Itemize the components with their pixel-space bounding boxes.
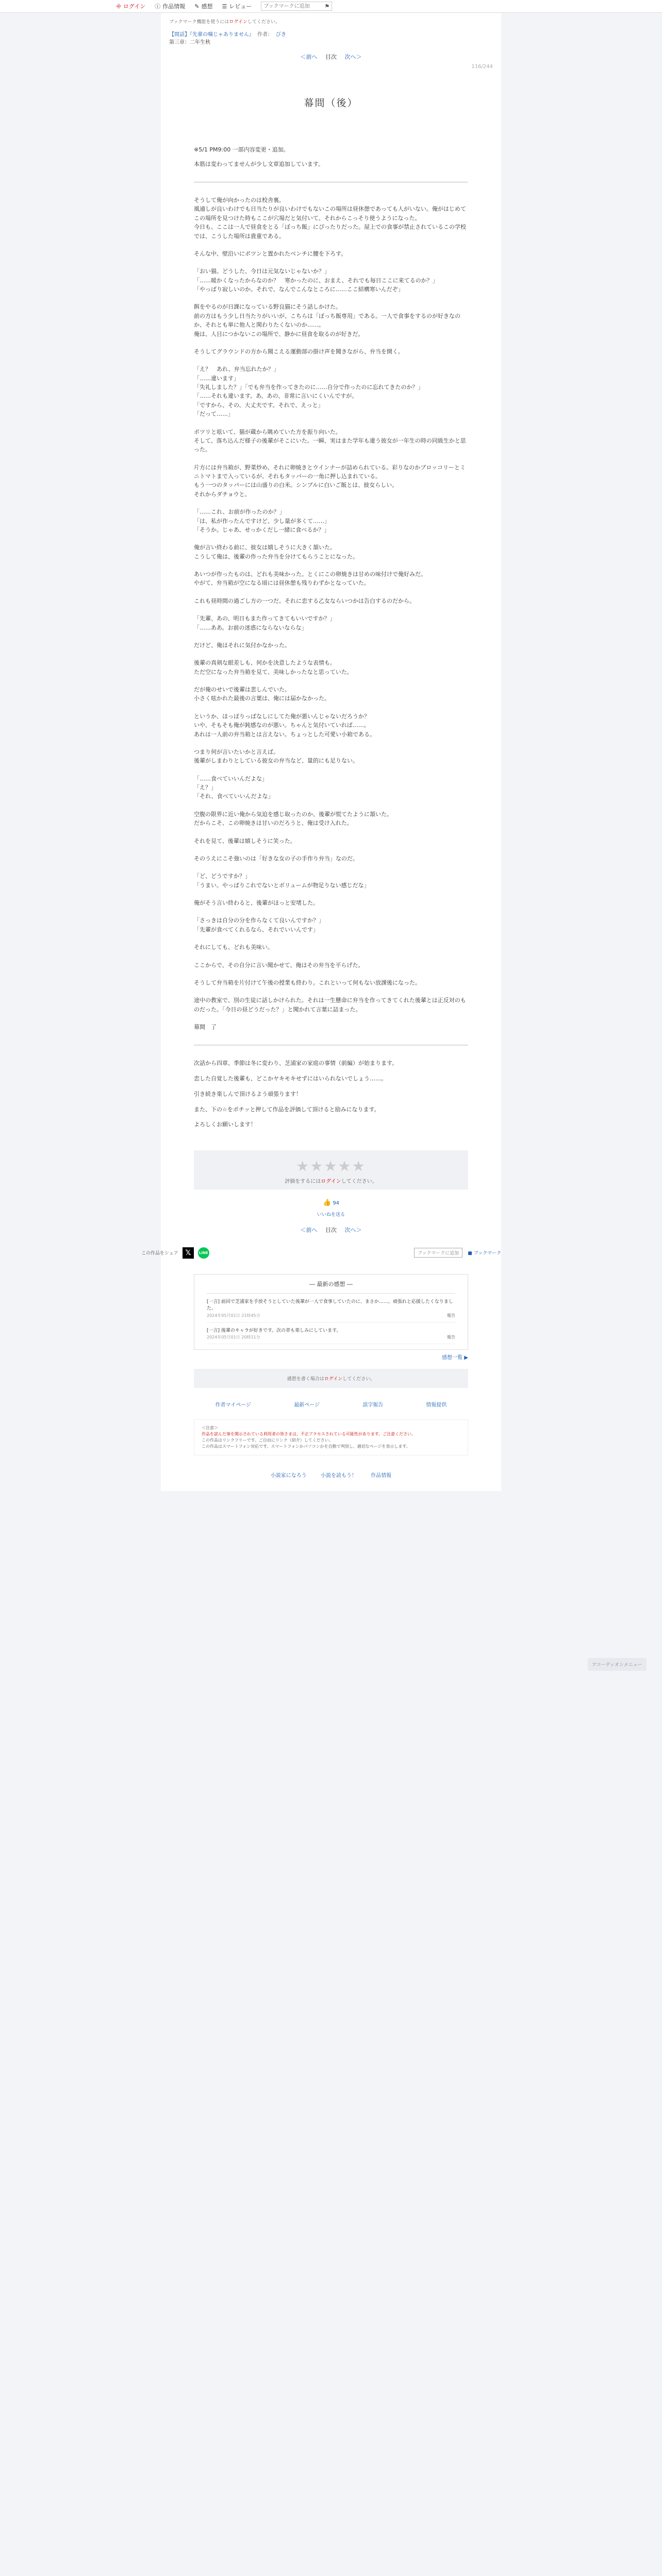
author-label: 作者： xyxy=(257,32,273,38)
body-line: こうして俺は、後輩の作った弁当を分けてもらうことになった。 xyxy=(194,553,358,560)
body-line xyxy=(194,1014,468,1023)
impressions-link[interactable] xyxy=(194,2,212,10)
share-row xyxy=(141,1237,501,1259)
thumbs-up-icon: 👍 xyxy=(322,1198,332,1207)
body-line: 「ですから、その、大丈夫です。それで、えっと」 xyxy=(194,401,324,409)
body-line xyxy=(194,952,468,961)
body-line: そんな中、壁沿いにポツンと置かれたベンチに腰を下ろす。 xyxy=(194,250,347,257)
info-icon: ⓘ xyxy=(155,3,161,10)
works-label: 作品情報 xyxy=(162,3,186,10)
bookmark-add-box[interactable] xyxy=(261,2,332,11)
bookmark-notice-prefix: ブックマーク機能を使うには xyxy=(169,20,229,25)
chapter-title: 幕間（後） xyxy=(304,97,358,109)
body-line: 「そうか。じゃあ、せっかくだし一緒に食べるか？」 xyxy=(194,526,330,533)
good-count: 94 xyxy=(333,1200,340,1206)
good-send-link[interactable]: いいねを送る xyxy=(317,1212,345,1217)
impression-suffix: してください。 xyxy=(342,1377,375,1382)
body-line: 「ど、どうですか？」 xyxy=(194,873,251,880)
body-line xyxy=(194,258,468,267)
next-page-link[interactable]: 次へ＞ xyxy=(344,54,362,60)
body-line: 「やっぱり寂しいのか。それで、なんでこんなところに……ここ結構寒いんだぞ」 xyxy=(194,286,404,293)
notice-line-2: この作品はスマートフォン対応です。スマートフォンかパソコンかを自動で判別し、適切なページを表示します。 xyxy=(202,1444,410,1449)
impression-login-link[interactable]: ログイン xyxy=(324,1377,343,1382)
body-line: だけど、俺はそれに気付かなかった。 xyxy=(194,641,290,649)
body-line: 「え？ あれ、弁当忘れたか？」 xyxy=(194,366,279,373)
prev-page-link[interactable]: ＜前へ xyxy=(300,54,318,60)
share-bookmark xyxy=(414,1248,501,1258)
body-line xyxy=(194,676,468,685)
reviews-box xyxy=(194,1274,468,1350)
review-text: [一言] 後輩のキャラが好きです。次の章も楽しみにしています。 xyxy=(207,1328,341,1333)
login-icon: ⎆ xyxy=(117,3,121,9)
review-icon: ☰ xyxy=(222,3,227,10)
body-line: やがて、弁当箱が空になる頃には昼休憩も残りわずかとなっていた。 xyxy=(194,580,370,587)
body-line: というか、ほっぽりっぱなしにしてた俺が悪いんじゃないだろうか？ xyxy=(194,713,370,720)
body-line: 「……これ、お前が作ったのか？」 xyxy=(194,509,285,516)
body-line: 餌をやるのが日課になっている野良猫にそう話しかけた。 xyxy=(194,303,341,311)
body-line: 「……食べていいんだよな」 xyxy=(194,775,268,782)
notice-title: ＜注意＞ xyxy=(202,1426,218,1431)
body-line: つまり何が言いたいかと言えば。 xyxy=(194,748,279,755)
body-line xyxy=(194,605,468,614)
body-line: 「失礼しました？」「でも弁当を作ってきたのに……自分で作ったのに忘れてきたのか？」 xyxy=(194,384,424,391)
afterword-line: 恋した自覚した後輩も、どこかヤキモキせずにはいられないでしょう……。 xyxy=(194,1075,387,1082)
body-line: そして、落ち込んだ様子の後輩がそこにいた。一瞬、実はまた学年も違う彼女が一年生の時の同級生かと思った。 xyxy=(194,437,466,453)
bookmark-notice-login-link[interactable]: ログイン xyxy=(229,20,247,25)
body-line xyxy=(194,828,468,837)
rating-login-link[interactable]: ログイン xyxy=(321,1178,341,1184)
body-line xyxy=(194,588,468,597)
body-line: それにしても、どれも美味い。 xyxy=(194,944,273,951)
review-link[interactable] xyxy=(222,2,252,10)
rating-note xyxy=(194,1177,468,1184)
body-line xyxy=(194,294,468,302)
impression-box xyxy=(194,1369,468,1388)
body-line: ただ空になった弁当箱を見て、美味しかったなと思っていた。 xyxy=(194,668,353,675)
works-link[interactable] xyxy=(155,2,185,10)
body-line xyxy=(194,419,468,428)
review-item xyxy=(207,1328,455,1345)
review-date: 2024年05月01日 20時11分 xyxy=(207,1335,260,1340)
body-line xyxy=(194,338,468,347)
rating-note-suffix: してください。 xyxy=(341,1178,377,1184)
body-line xyxy=(194,801,468,810)
good-row xyxy=(161,1198,501,1217)
bookmark-notice xyxy=(161,13,501,28)
afterword-line: よろしくお願いします！ xyxy=(194,1121,256,1128)
next-page-link-bottom[interactable]: 次へ＞ xyxy=(344,1226,362,1233)
rating-stars[interactable]: ★★★★★ xyxy=(296,1157,366,1175)
body-line: そうして俺が向かったのは校舎裏。 xyxy=(194,197,285,204)
body-line: 空腹の限界に近い俺から気迫を感じ取ったのか、後輩が慌てたように頷いた。 xyxy=(194,810,392,818)
body-line: そのうえにこそ強いのは「好きな女の子の手作り弁当」なのだ。 xyxy=(194,855,358,862)
body-line xyxy=(194,703,468,712)
body-line: 今日も、ここは一人で昼食をとる「ぼっち飯」にぴったりだった。屋上での食事が禁止されているこの学校では、こうした場所は貴重である。 xyxy=(194,224,466,240)
body-line: 「……暖かくなったからなのか？ 寒かったのに、おまえ、それでも毎日ここに来てるのか？」 xyxy=(194,277,438,284)
body-line xyxy=(194,890,468,899)
rating-note-prefix: 評価をするには xyxy=(285,1178,321,1184)
notice-line-1: この作品はリンクフリーです。ご自由にリンク（紹介）してください。 xyxy=(202,1438,333,1443)
body-line xyxy=(194,241,468,249)
chapter-group: 第三章：二年生秋 xyxy=(169,40,210,45)
preface xyxy=(161,145,501,168)
comment-icon: ✎ xyxy=(194,3,200,10)
body-line: それからダチョウと。 xyxy=(194,490,251,498)
footer-link-narou[interactable]: 小説家になろう xyxy=(270,1473,307,1479)
top-navigation-bar xyxy=(0,0,662,13)
review-label: レビュー xyxy=(229,3,252,10)
login-label: ログイン xyxy=(123,3,146,10)
body-line: だが俺のせいで後輩は悲しんでいた。 xyxy=(194,686,290,693)
review-meta xyxy=(207,1313,455,1319)
body-line xyxy=(194,934,468,943)
bookmark-icon[interactable]: ⚑ xyxy=(324,3,330,10)
reviews-heading: ― 最新の感想 ― xyxy=(207,1275,455,1294)
afterword xyxy=(161,1059,501,1129)
info-provide-link[interactable]: 情報提供 xyxy=(426,1402,447,1409)
body-line xyxy=(194,650,468,658)
body-line xyxy=(194,987,468,996)
bookmark-add-input[interactable] xyxy=(261,3,322,10)
body-line: ここからで、その自分に言い聞かせて、俺はその弁当を平らげた。 xyxy=(194,961,364,969)
author-link[interactable]: びき xyxy=(276,32,286,38)
body-line: 後輩がしまわりとしている彼女の弁当など、量的にも足りない。 xyxy=(194,757,358,765)
body-line: 「さっきは自分の分を作らなくて良いんですか？」 xyxy=(194,917,324,924)
body-line: 「それ、食べていいんだよな」 xyxy=(194,793,274,800)
pager-top xyxy=(161,49,501,64)
x-share-icon[interactable]: 𝕏 xyxy=(183,1247,194,1259)
footer-link-yomou[interactable]: 小説を読もう！ xyxy=(321,1473,357,1479)
body-line xyxy=(194,561,468,570)
body-line: 俺が言い終わる前に、彼女は嬉しそうに大きく頷いた。 xyxy=(194,544,336,551)
reviews-more-link[interactable]: 感想一覧 ▶ xyxy=(442,1355,468,1361)
reviews-section xyxy=(194,1274,468,1388)
bookmark-add-button-bottom[interactable]: ブックマークに追加 xyxy=(414,1248,462,1258)
novel-header xyxy=(161,28,501,49)
notice-box xyxy=(194,1419,468,1455)
body-line: 「おい猫。どうした、今日は元気ないじゃないか？」 xyxy=(194,268,330,275)
body-line: 「うまい。やっぱりこれでないとボリュームが物足りない感じだな」 xyxy=(194,882,370,889)
line-share-icon[interactable]: LINE xyxy=(198,1247,209,1259)
body-line: ポツリと呟いて、猫が蔵から眺めていた方を振り向いた。 xyxy=(194,428,341,435)
body-line: 風通しが良いわけでも日当たりが良いわけでもないこの場所は昼休憩であっても人がいない。俺がはじめてこの場所を見つけた時もここが穴場だと気付いて、それからこっそり使うようになった。 xyxy=(194,206,466,222)
typo-report-link[interactable]: 誤字報告 xyxy=(362,1402,384,1409)
body-line: それを見て、後輩は嬉しそうに笑った。 xyxy=(194,837,296,844)
body-line: 「は、私が作ったんですけど、少し量が多くて……」 xyxy=(194,517,330,524)
afterword-line: 引き続き楽しんで頂けるよう頑張ります！ xyxy=(194,1090,302,1097)
body-line: あれは一人前の弁当箱とは言えない。ちょっとした可愛い小箱である。 xyxy=(194,731,375,738)
body-line xyxy=(194,970,468,978)
body-line: 途中の教室で、別の生徒に話しかけられた。それは一生懸命に弁当を作ってきてくれた後輩とは正反対のものだった。「今日の昼どうだった？」と聞かれて言葉に詰まった。 xyxy=(194,997,466,1013)
body-line xyxy=(194,356,468,365)
body-line: 後輩の真剣な眼差しも、何かを決意したような表情も。 xyxy=(194,659,336,667)
main-content xyxy=(141,13,501,1491)
body-line: そうして弁当箱を片付けて午後の授業も終わり。これといって何もない放課後になった。 xyxy=(194,979,421,986)
body-line: 俺がそう言い終わると、後輩がほっと安堵した。 xyxy=(194,900,319,907)
afterword-line: 次話から四章、季節は冬に変わり、芝浦家の家庭の事情（前編）が始まります。 xyxy=(194,1060,398,1067)
chapter-body xyxy=(161,196,501,1031)
afterword-line: また、下の☆をポチッと押して作品を評価して頂けると励みになります。 xyxy=(194,1106,380,1113)
body-line: 前の方はもう少し日当たりがいいが、こちらは「ぼっち飯専用」である。一人で食事をするのが好きなのか、それとも単に他人と関わりたくないのか……。 xyxy=(194,312,460,329)
body-line: もう一つのタッパーには山盛りの白米。シンプルに白いご飯とは、彼女らしい。 xyxy=(194,482,398,489)
reviews-list xyxy=(194,1299,468,1345)
login-link[interactable] xyxy=(117,2,145,10)
notice-warning: 作品を読んだ事を開示されている利用者の皆さまは、不正アクセスされている可能性があります。ご注意ください。 xyxy=(202,1432,416,1437)
body-line: だからこそ、この卵焼きは甘いのだろうと、俺は受け入れた。 xyxy=(194,820,353,827)
share-label: この作品をシェア xyxy=(141,1251,178,1257)
index-link-bottom[interactable]: 目次 xyxy=(325,1226,337,1233)
review-date: 2024年05月01日 21時45分 xyxy=(207,1313,260,1318)
pager-bottom xyxy=(161,1223,501,1237)
body-line: 俺は、人目につかないこの場所で、静かに昼食を取るのが好きだ。 xyxy=(194,330,364,337)
body-line: そうしてグラウンドの方から聞こえる運動部の掛け声を聞きながら、弁当を開く。 xyxy=(194,348,404,355)
preface-line: ※5/1 PM9:00 一部内容変更・追加。 xyxy=(194,146,289,153)
body-line xyxy=(194,863,468,872)
index-link[interactable]: 目次 xyxy=(325,54,337,60)
bookmark-link[interactable]: ■ ブックマーク xyxy=(468,1251,501,1257)
review-meta xyxy=(207,1334,455,1341)
body-line: あいつが作ったものは、どれも美味かった。とくにこの卵焼きは甘めの味付けで俺好みだ。 xyxy=(194,571,426,578)
body-line xyxy=(194,739,468,748)
body-line: 「先輩が食べてくれるなら、それでいいんです」 xyxy=(194,926,319,933)
review-item xyxy=(207,1299,455,1323)
body-line xyxy=(194,766,468,774)
footer-links xyxy=(161,1471,501,1491)
prev-page-link-bottom[interactable]: ＜前へ xyxy=(300,1226,318,1233)
body-line: いや、そもそも俺が鈍感なのが悪い。ちゃんと気付いていれば……。 xyxy=(194,722,370,729)
preface-line: 本筋は変わってませんが少し文章追加しています。 xyxy=(194,161,324,168)
body-line: 「……違います」 xyxy=(194,375,239,382)
good-button[interactable] xyxy=(320,1198,342,1208)
body-line xyxy=(194,534,468,543)
body-line: 幕間 了 xyxy=(194,1024,217,1031)
rating-box xyxy=(194,1150,468,1190)
bookmark-link-label: ブックマーク xyxy=(473,1251,501,1257)
body-line: 小さく呟かれた最後の言葉は、俺には届かなかった。 xyxy=(194,695,330,702)
body-line: 「え？」 xyxy=(194,784,217,791)
body-line xyxy=(194,499,468,507)
body-line: 片方には弁当箱が、野菜炒め、それに卵焼きとウインナーが詰められている。彩りなのかブロッコリーとミニトマトまで入っているが、それもタッパーの一角に押し込まれている。 xyxy=(194,464,466,480)
accordion-menu-button[interactable]: アコーディオンメニュー xyxy=(588,1658,647,1671)
body-line xyxy=(194,632,468,641)
body-line xyxy=(194,845,468,854)
review-report-link[interactable]: 報告 xyxy=(447,1313,455,1318)
impressions-label: 感想 xyxy=(201,3,213,10)
body-line xyxy=(194,907,468,916)
series-title-link[interactable]: 【間話】『先輩の噛じゃありません』 xyxy=(169,32,254,38)
impression-prefix: 感想を書く場合は xyxy=(287,1377,324,1382)
footer-link-works[interactable]: 作品情報 xyxy=(371,1473,392,1479)
latest-page-link[interactable]: 最新ページ xyxy=(294,1402,320,1409)
bookmark-notice-suffix: してください。 xyxy=(247,20,280,25)
body-line: 「……それも違います。あ、あの、非常に言いにくいんですが。 xyxy=(194,393,358,400)
body-line: これも昼時間の過ごし方の一つだ。それに恋する乙女ならいつかは告白するのだから。 xyxy=(194,597,415,604)
bottom-nav xyxy=(194,1400,468,1408)
author-mypage-link[interactable]: 作者マイページ xyxy=(215,1402,252,1409)
review-report-link[interactable]: 報告 xyxy=(447,1335,455,1340)
body-line: 「先輩、あの、明日もまた作ってきてもいいですか？」 xyxy=(194,615,336,622)
body-line: 「だって……」 xyxy=(194,411,234,418)
review-text: [一言] 前回で芝浦家を手放そうとしていた後輩が一人で食事していたのに、まさか……。頑張れと応援したくなりました。 xyxy=(207,1299,453,1312)
body-line xyxy=(194,454,468,463)
body-line: 「……ああ。お前の迷惑にならないならな」 xyxy=(194,624,307,631)
page-number: 116/244 xyxy=(471,64,493,70)
